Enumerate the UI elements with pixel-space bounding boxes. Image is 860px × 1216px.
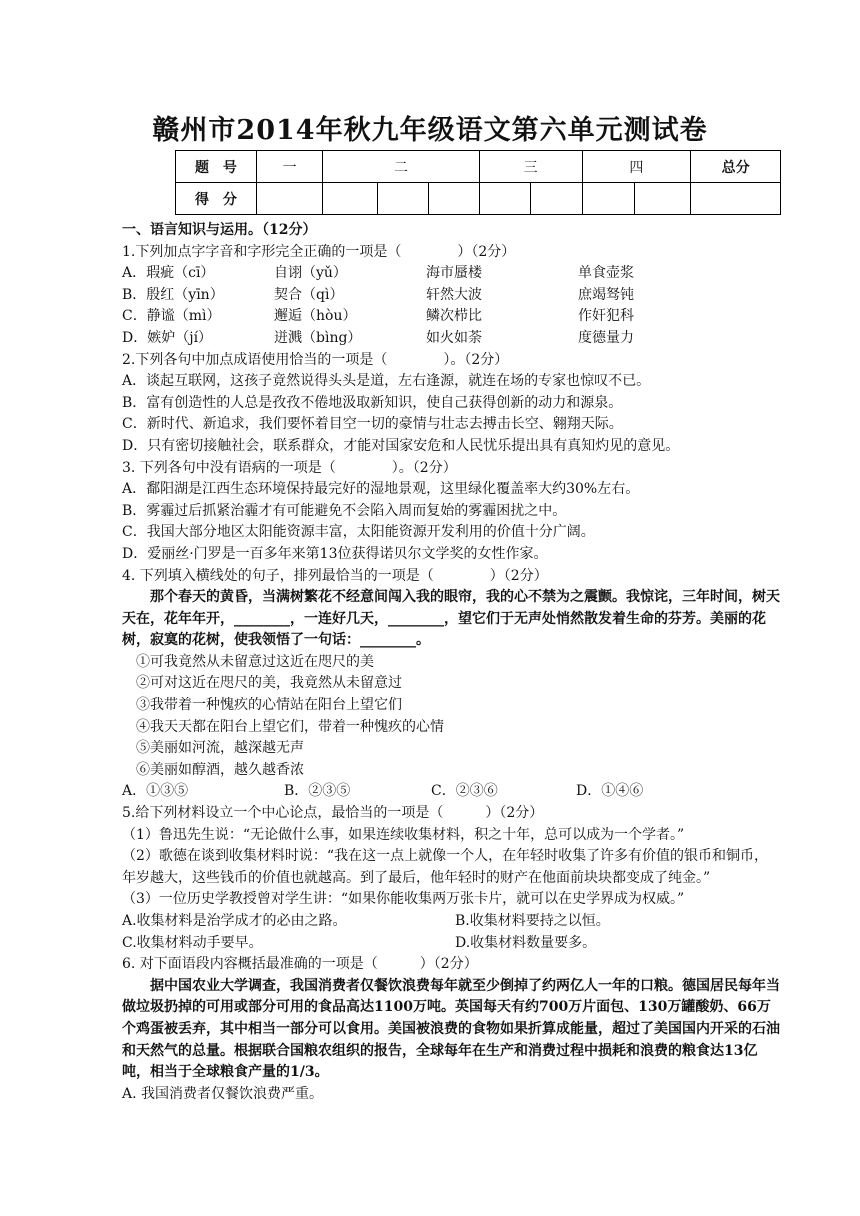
option-text: C．静谧（mì）	[122, 308, 221, 325]
question-6-stem: 6. 对下面语段内容概括最准确的一项是（ ）（2分）	[122, 956, 478, 973]
option-text: A.收集材料是治学成才的必由之路。	[122, 913, 347, 929]
option-text: 如火如荼	[426, 329, 482, 346]
option-text: 作奸犯科	[578, 308, 634, 325]
question-4-item: ③我带着一种愧疚的心情站在阳台上望它们	[136, 697, 402, 714]
exam-content	[122, 220, 782, 1105]
question-5-options-row	[122, 911, 782, 933]
question-4-item: ⑤美丽如河流，越深越无声	[136, 740, 304, 757]
score-cell[interactable]	[479, 183, 530, 215]
option-text: D．①④⑥	[576, 783, 644, 800]
question-1-stem: 1.下列加点字字音和字形完全正确的一项是（ ）（2分）	[122, 243, 516, 260]
question-1-option-b	[122, 285, 782, 307]
option-text: 迸溅（bìng）	[274, 329, 362, 346]
question-2-option-a: A．谈起互联网，这孩子竟然说得头头是道，左右逢源，就连在场的专家也惊叹不已。	[122, 373, 651, 390]
question-5-stem: 5.给下列材料设立一个中心论点，最恰当的一项是（ ）（2分）	[122, 805, 544, 822]
option-text: 单食壶浆	[578, 265, 634, 282]
header-cell-three: 三	[479, 151, 582, 183]
score-cell[interactable]	[530, 183, 582, 215]
question-2-option-b: B．富有创造性的人总是孜孜不倦地汲取新知识，使自己获得创新的动力和源泉。	[122, 394, 623, 411]
question-3-option-a: A．鄱阳湖是江西生态环境保持最完好的湿地景观，这里绿化覆盖率大约30%左右。	[122, 481, 640, 498]
question-4-stem: 4. 下列填入横线处的句子，排列最恰当的一项是（ ）（2分）	[122, 567, 548, 584]
question-1-option-a	[122, 263, 782, 285]
option-text: C．②③⑥	[431, 783, 498, 800]
option-text: 契合（qì）	[274, 286, 344, 303]
option-text: A．①③⑤	[122, 783, 189, 800]
score-label-cell: 得 分	[176, 183, 257, 215]
option-text: D．嫉妒（jí）	[122, 329, 213, 346]
question-2-option-c: C．新时代、新追求，我们要怀着目空一切的豪情与壮志去搏击长空、翱翔天际。	[122, 416, 623, 433]
score-table	[175, 150, 781, 215]
page-title: 赣州市2014年秋九年级语文第六单元测试卷	[152, 115, 708, 146]
score-cell[interactable]	[323, 183, 377, 215]
score-cell[interactable]	[256, 183, 322, 215]
question-3-stem: 3. 下列各句中没有语病的一项是（ ）。（2分）	[122, 459, 457, 476]
header-cell-question-no: 题 号	[176, 151, 257, 183]
option-text: 度德量力	[578, 329, 634, 346]
option-text: 轩然大波	[426, 286, 482, 303]
option-text: 海市蜃楼	[426, 265, 482, 282]
option-text: A．瑕疵（cī）	[122, 265, 215, 282]
question-6-option-a: A. 我国消费者仅餐饮浪费严重。	[122, 1085, 324, 1102]
option-text: 自诩（yǔ）	[274, 265, 347, 282]
question-3-option-d: D．爱丽丝·门罗是一百多年来第13位获得诺贝尔文学奖的女性作家。	[122, 545, 548, 562]
option-text: 邂逅（hòu）	[274, 308, 357, 325]
score-cell[interactable]	[634, 183, 691, 215]
option-text: B．②③⑤	[284, 783, 351, 800]
question-6-passage: 据中国农业大学调查，我国消费者仅餐饮浪费每年就至少倒掉了约两亿人一年的口粮。德国居民每年当做垃圾扔掉的可用或部分可用的食品高达1100万吨。英国每天有约700万片面包、130万罐酸奶、66万个鸡蛋被丢弃，其中相当一部分可以食用。美国被浪费的食物如果折算成能量，超过了美国国内开采的石油和天然气的总量。根据联合国粮农组织的报告，全球每年在生产和消费过程中损耗和浪费的粮食达13亿吨，相当于全球粮食产量的1/3。	[122, 977, 780, 1081]
question-4-item: ⑥美丽如醇酒，越久越香浓	[136, 761, 304, 778]
score-value-row	[176, 183, 781, 215]
score-cell[interactable]	[377, 183, 428, 215]
question-2-stem: 2.下列各句中加点成语使用恰当的一项是（ ）。（2分）	[122, 351, 509, 368]
question-1-option-d	[122, 328, 782, 350]
option-text: B.收集材料要持之以恒。	[455, 913, 610, 929]
question-2-option-d: D．只有密切接触社会，联系群众，才能对国家安危和人民忧乐提出具有真知灼见的意见。	[122, 437, 680, 454]
question-1-option-c	[122, 306, 782, 328]
question-4-passage: 那个春天的黄昏，当满树繁花不经意间闯入我的眼帘，我的心不禁为之震颤。我惊诧，三年时间，树天天在，花年年开，________，一连好几天，________，望它们于无声处悄然散发着生命的芬芳。美丽的花树，寂寞的花树，使我领悟了一句话：________。	[122, 589, 780, 649]
header-cell-two: 二	[323, 151, 479, 183]
question-5-material: （2）歌德在谈到收集材料时说：“我在这一点上就像一个人，在年轻时收集了许多有价值的银币和铜币，年岁越大，这些钱币的价值也就越高。到了最后，他年轻时的财产在他面前块块都变成了纯金。”	[122, 848, 769, 886]
header-cell-one: 一	[256, 151, 322, 183]
option-text: B．殷红（yīn）	[122, 286, 224, 303]
question-4-item: ①可我竟然从未留意过这近在咫尺的美	[136, 653, 374, 670]
option-text: 庶竭驽钝	[578, 286, 634, 303]
header-cell-four: 四	[582, 151, 691, 183]
question-5-options-row	[122, 933, 782, 955]
score-cell[interactable]	[582, 183, 634, 215]
option-text: 鳞次栉比	[426, 308, 482, 325]
question-4-options	[122, 781, 782, 803]
score-header-row	[176, 151, 781, 183]
question-3-option-c: C．我国大部分地区太阳能资源丰富，太阳能资源开发利用的价值十分广阔。	[122, 524, 595, 541]
score-cell[interactable]	[691, 183, 781, 215]
score-cell[interactable]	[428, 183, 479, 215]
header-cell-total: 总分	[691, 151, 781, 183]
question-5-material: （3）一位历史学教授曾对学生讲：“如果你能收集两万张卡片，就可以在史学界成为权威。”	[122, 891, 685, 908]
question-4-item: ②可对这近在咫尺的美，我竟然从未留意过	[136, 675, 402, 692]
option-text: D.收集材料数量要多。	[455, 934, 597, 951]
question-5-material: （1）鲁迅先生说：“无论做什么事，如果连续收集材料，积之十年，总可以成为一个学者。”	[122, 826, 685, 843]
question-3-option-b: B．雾霾过后抓紧治霾才有可能避免不会陷入周而复始的雾霾困扰之中。	[122, 502, 567, 519]
question-4-item: ④我天天都在阳台上望它们，带着一种愧疚的心情	[136, 718, 444, 735]
option-text: C.收集材料动手要早。	[122, 934, 263, 951]
section-heading: 一、语言知识与运用。（12分）	[122, 222, 317, 238]
